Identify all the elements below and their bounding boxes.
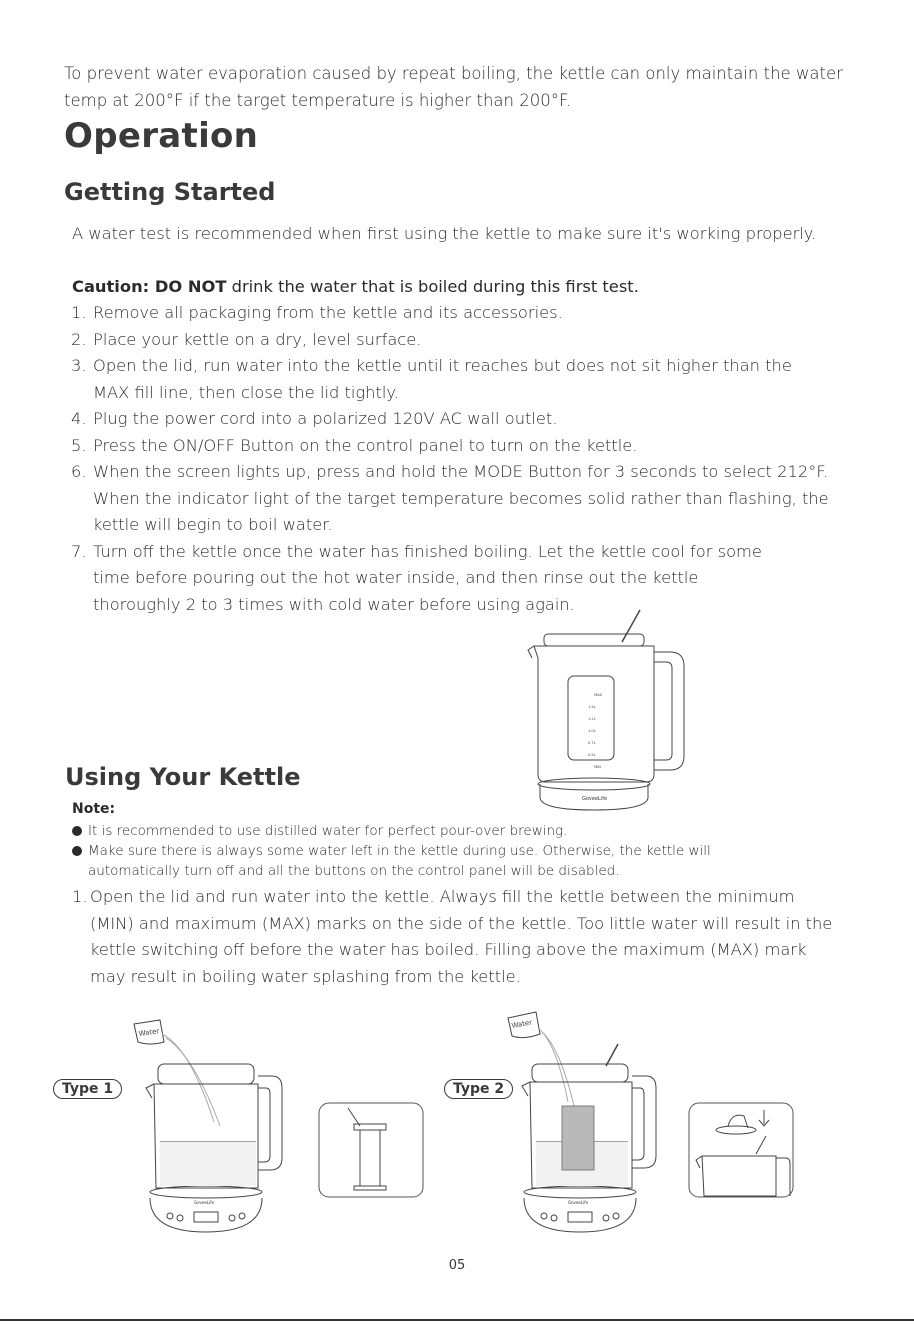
step-number: 4. (71, 409, 87, 428)
note-text: Make sure there is always some water left in the kettle during use. Otherwise, the kettle will automatically turn off and all the buttons on the control panel will be disabled. (88, 843, 711, 879)
step-text: Remove all packaging from the kettle and its accessories. (93, 303, 563, 322)
step-text: Plug the power cord into a polarized 120V AC wall outlet. (93, 409, 558, 428)
type2-badge: Type 2 (444, 1079, 513, 1099)
type1-infuser-illustration (318, 1102, 424, 1198)
list-item (71, 353, 836, 406)
list-item (71, 539, 836, 619)
step-text: Turn off the kettle once the water has finished boiling. Let the kettle cool for some time before pouring out the hot water inside, and then rinse out the kettle thoroughly 2 to 3 times with cold water before using again. (93, 541, 762, 614)
list-item (71, 406, 836, 433)
list-item (71, 433, 836, 460)
getting-started-heading: Getting Started (64, 178, 276, 206)
water-label: Water (510, 1018, 533, 1030)
step-text: Press the ON/OFF Button on the control panel to turn on the kettle. (93, 435, 638, 455)
caution-line (72, 274, 832, 301)
level-mark: 1.5L (588, 705, 596, 709)
intro-paragraph: To prevent water evaporation caused by repeat boiling, the kettle can only maintain the water temp at 200°F if the target temperature is higher than 200°F. (64, 64, 843, 110)
step-text: Open the lid and run water into the kettle. Always fill the kettle between the minimum (MIN) and maximum (MAX) marks on the side of the kettle. Too little water will result in the kettle switching off before the water has boiled. Filling above the maximum (MAX) mark may result in boiling water splashing from the kettle. (90, 887, 833, 986)
step-number: 5. (71, 435, 87, 455)
type1-kettle-illustration (130, 1012, 290, 1240)
type2-kettle-illustration (504, 1006, 664, 1240)
brand-label: GoveeLife (194, 1200, 215, 1205)
level-mark-max: MAX (594, 693, 603, 697)
note-label: Note: (72, 801, 116, 817)
page-title: Operation (64, 116, 259, 156)
note-text: It is recommended to use distilled water for perfect pour-over brewing. (88, 823, 568, 839)
level-mark: 1.2L (588, 717, 596, 721)
level-marks (588, 693, 603, 769)
step-number: 7. (71, 541, 87, 561)
step-text: Open the lid, run water into the kettle until it reaches but does not sit higher than the MAX fill line, then close the lid tightly. (93, 356, 792, 402)
step-text: When the screen lights up, press and hold the MODE Button for 3 seconds to select 212°F. When the indicator light of the target temperature becomes solid rather than flashing, the kettle will begin to boil water. (93, 462, 829, 534)
water-label: Water (138, 1027, 160, 1038)
bullet-icon (72, 826, 82, 836)
note-list (72, 821, 772, 881)
using-your-kettle-heading: Using Your Kettle (65, 763, 301, 791)
brand-label: GoveeLife (582, 796, 608, 802)
step-number: 1. (71, 303, 87, 322)
type2-lid-illustration (688, 1102, 794, 1198)
step-number: 1. (72, 887, 88, 906)
step-number: 6. (71, 462, 87, 481)
caution-text: drink the water that is boiled during this first test. (226, 277, 639, 296)
level-mark: 1.0L (588, 729, 596, 733)
level-mark: 0.5L (588, 753, 596, 757)
bottom-rule (0, 1319, 914, 1321)
list-item (72, 884, 842, 990)
page-number: 05 (448, 1258, 466, 1273)
list-item (71, 300, 836, 327)
caution-label: Caution: DO NOT (72, 277, 227, 296)
list-item (72, 841, 772, 881)
getting-started-paragraph: A water test is recommended when first using the kettle to make sure it's working properly. (72, 224, 817, 243)
level-mark: 0.7L (588, 741, 596, 745)
list-item (71, 327, 836, 354)
using-steps (72, 884, 842, 990)
brand-label: GoveeLife (568, 1200, 589, 1205)
level-mark-min: MIN (594, 765, 601, 769)
step-text: Place your kettle on a dry, level surface. (93, 329, 422, 349)
step-number: 3. (71, 356, 87, 375)
kettle-illustration (522, 606, 692, 818)
bullet-icon (72, 846, 82, 856)
type1-badge: Type 1 (53, 1079, 122, 1099)
getting-started-steps (71, 300, 836, 618)
step-number: 2. (71, 329, 87, 349)
list-item (71, 459, 836, 539)
list-item (72, 821, 772, 841)
